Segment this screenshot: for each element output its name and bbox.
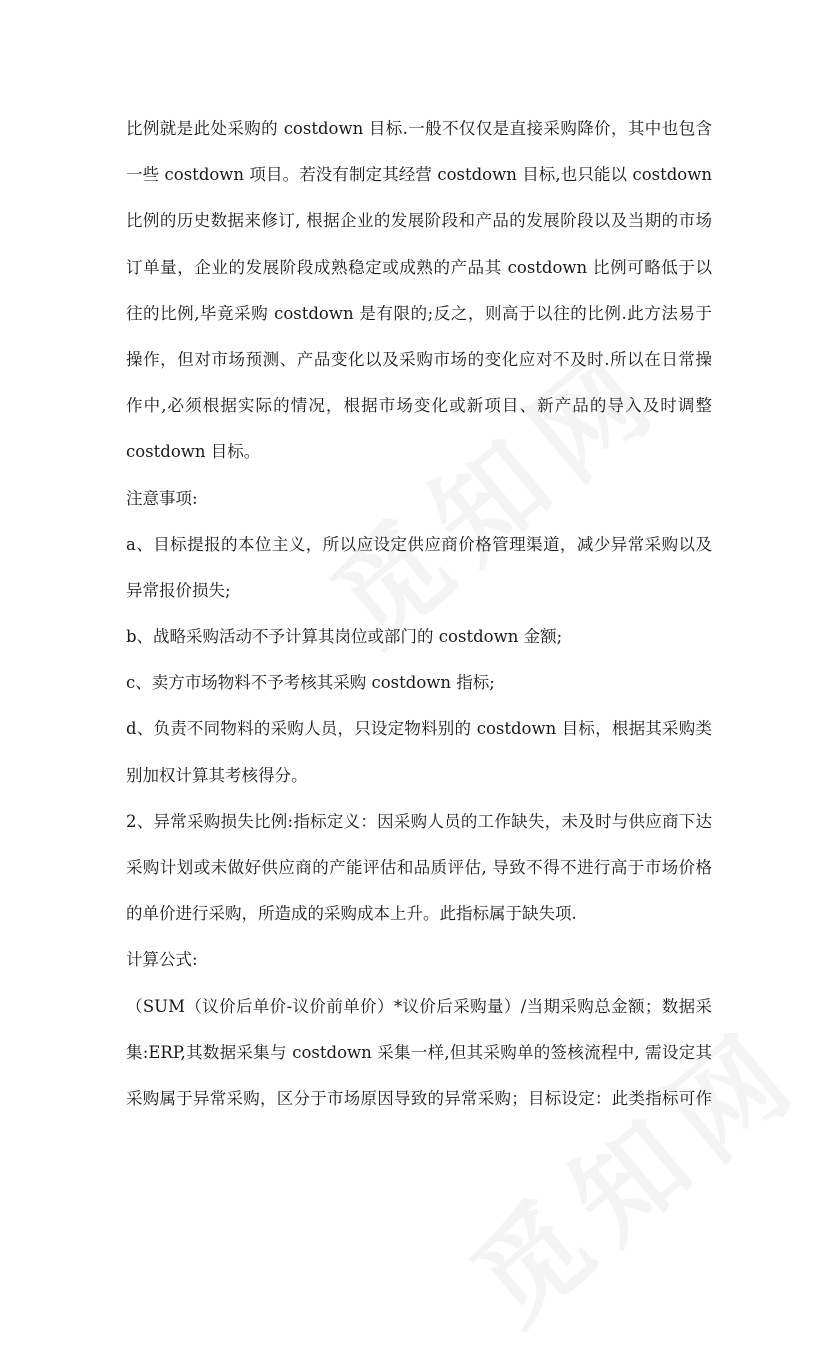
formula-heading: 计算公式: xyxy=(126,950,198,970)
paragraph-line: 比例的历史数据来修订, 根据企业的发展阶段和产品的发展阶段以及当期的市场 xyxy=(126,211,712,231)
paragraph-line: 一些 costdown 项目。若没有制定其经营 costdown 目标,也只能以 costdown xyxy=(126,165,712,185)
data-collection-text: 集:ERP,其数据采集与 costdown 采集一样,但其采购单的签核流程中, 需设定其 xyxy=(126,1042,712,1062)
paragraph-line: 作中,必须根据实际的情况，根据市场变化或新项目、新产品的导入及时调整 xyxy=(126,396,712,416)
list-item-c: c、卖方市场物料不予考核其采购 costdown 指标; xyxy=(126,673,495,693)
paragraph-line: 操作，但对市场预测、产品变化以及采购市场的变化应对不及时.所以在日常操 xyxy=(126,349,712,369)
paragraph-line: costdown 目标。 xyxy=(126,442,261,462)
list-item-b: b、战略采购活动不予计算其岗位或部门的 costdown 金额; xyxy=(126,627,563,647)
list-item-d-cont: 别加权计算其考核得分。 xyxy=(126,765,308,785)
indicator-definition-cont: 的单价进行采购，所造成的采购成本上升。此指标属于缺失项. xyxy=(126,904,577,924)
paragraph-line: 订单量，企业的发展阶段成熟稳定或成熟的产品其 costdown 比例可略低于以 xyxy=(126,257,712,277)
target-setting-text: 采购属于异常采购，区分于市场原因导致的异常采购；目标设定：此类指标可作 xyxy=(126,1088,712,1108)
document-body xyxy=(126,106,712,1122)
indicator-definition-cont: 采购计划或未做好供应商的产能评估和品质评估, 导致不得不进行高于市场价格 xyxy=(126,858,712,877)
indicator-definition: 2、异常采购损失比例:指标定义：因采购人员的工作缺失，未及时与供应商下达 xyxy=(126,811,712,831)
list-item-a-cont: 异常报价损失; xyxy=(126,580,231,600)
paragraph-line: 比例就是此处采购的 costdown 目标.一般不仅仅是直接采购降价，其中也包含 xyxy=(126,119,712,138)
section-heading: 注意事项: xyxy=(126,488,198,508)
formula-text: （SUM（议价后单价-议价前单价）*议价后采购量）/当期采购总金额；数据采 xyxy=(126,996,712,1016)
list-item-a: a、目标提报的本位主义，所以应设定供应商价格管理渠道，减少异常采购以及 xyxy=(126,534,712,554)
paragraph-line: 往的比例,毕竟采购 costdown 是有限的;反之，则高于以往的比例.此方法易于 xyxy=(126,303,712,323)
list-item-d: d、负责不同物料的采购人员，只设定物料别的 costdown 目标，根据其采购类 xyxy=(126,719,712,739)
